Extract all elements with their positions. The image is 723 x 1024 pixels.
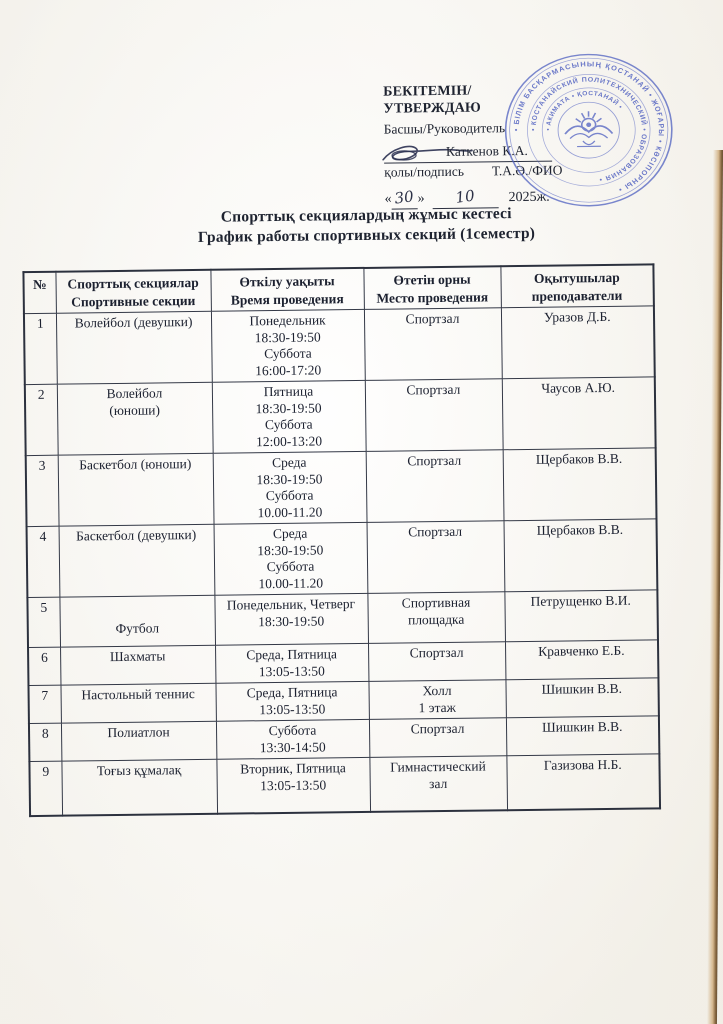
cell-number: 9 [29,761,62,815]
cell-place: Спортзал [367,521,505,594]
cell-section: Тоғыз құмалақ [61,759,217,815]
cell-place: Спортзал [368,642,505,682]
cell-section: Настольный теннис [60,683,215,723]
cell-time: Среда, Пятница 13:05-13:50 [215,681,368,721]
table-row [25,377,656,456]
stamp-ring-middle-text: • КОСТАНАЙСКИЙ ПОЛИТЕХНИЧЕСКИЙ • ОБРАЗОВАНИЯ • [530,76,648,183]
cell-section: Полиатлон [61,721,216,761]
cell-place: Холл 1 этаж [368,680,505,720]
cell-number: 5 [27,597,60,647]
date-quote-close: » [417,191,425,207]
cell-teacher: Шишкин В.В. [505,678,658,718]
kazakhstan-emblem-icon [565,111,613,147]
cell-section: Баскетбол (юноши) [58,453,214,526]
cell-time: Понедельник, Четверг 18:30-19:50 [214,593,368,645]
date-year: 2025ж. [508,189,550,206]
cell-section: Шахматы [60,645,215,685]
cell-section: Футбол [59,595,215,647]
cell-section: Волейбол (юноши) [57,382,213,455]
cell-number: 4 [27,526,60,597]
cell-teacher: Щербаков В.В. [504,519,658,592]
page-title [5,201,723,249]
cell-place: Гимнастический зал [369,756,507,812]
header-cell-number: № [23,272,56,314]
cell-time: Среда 18:30-19:50 Суббота 10.00-11.20 [214,522,368,595]
cell-teacher: Щербаков В.В. [503,448,657,521]
approver-name: Каткенов К.А. [445,142,528,159]
date-month-handwritten: 10 [454,186,477,207]
cell-place: Спортзал [364,308,502,381]
cell-time: Пятница 18:30-19:50 Суббота 12:00-13:20 [212,380,366,453]
table-row [29,754,660,816]
table-row [24,306,655,385]
cell-number: 8 [29,723,61,761]
title-line-1: Спорттық секциялардың жұмыс кестесі [220,205,512,226]
fio-caption: Т.А.Ә./ФИО [491,162,563,178]
cell-time: Вторник, Пятница 13:05-13:50 [216,757,370,813]
header-cell-time: Өткілу уақыты Время проведения [210,268,363,311]
stamp-ring-outer-text: • БІЛІМ БАСҚАРМАСЫНЫҢ ҚОСТАНАЙ • ЖОҒАРЫ • КӘСІПОРНЫ • [512,60,666,194]
cell-place: Спортзал [365,379,503,452]
cell-time: Среда, Пятница 13:05-13:50 [215,643,368,683]
cell-teacher: Петрущенко В.И. [504,590,658,642]
official-stamp [499,48,679,212]
cell-teacher: Уразов Д.Б. [501,306,655,379]
cell-teacher: Шишкин В.В. [506,716,659,756]
approval-heading: БЕКІТЕМІН/ УТВЕРЖДАЮ [383,83,482,117]
cell-place: Спортзал [369,718,506,758]
cell-place: Спортивная площадка [367,592,505,644]
cell-section: Баскетбол (девушки) [59,524,215,597]
cell-number: 3 [26,455,59,526]
title-line-2: График работы спортивных секций (1семестр) [197,224,536,246]
cell-number: 1 [24,313,57,384]
header-cell-section: Спорттық секциялар Спортивные секции [55,270,210,313]
cell-time: Среда 18:30-19:50 Суббота 10.00-11.20 [213,451,367,524]
cell-teacher: Кравченко Е.Б. [505,640,658,680]
table-row [27,519,658,598]
cell-time: Суббота 13:30-14:50 [216,719,369,759]
date-quote-open: « [384,191,392,207]
approval-role: Басшы/Руководитель [383,120,506,137]
signature-caption: қолы/подпись [384,163,465,180]
schedule-table [22,263,661,816]
cell-number: 2 [25,384,58,455]
cell-teacher: Чаусов А.Ю. [502,377,656,450]
cell-teacher: Газизова Н.Б. [506,754,660,810]
table-row [26,448,657,527]
header-cell-teacher: Оқытушылар преподаватели [500,264,653,307]
date-day-handwritten: 30 [393,187,416,208]
cell-time: Понедельник 18:30-19:50 Суббота 16:00-17:20 [211,309,365,382]
stamp-ring-inner-text: • АКИМАТА • ҚОСТАНАЙ • [544,90,624,131]
table-row [27,590,658,648]
cell-section: Волейбол (девушки) [56,311,212,384]
header-cell-place: Өтетін орны Место проведения [363,266,500,309]
cell-number: 6 [28,647,60,685]
cell-number: 7 [28,685,60,723]
cell-place: Спортзал [366,450,504,523]
